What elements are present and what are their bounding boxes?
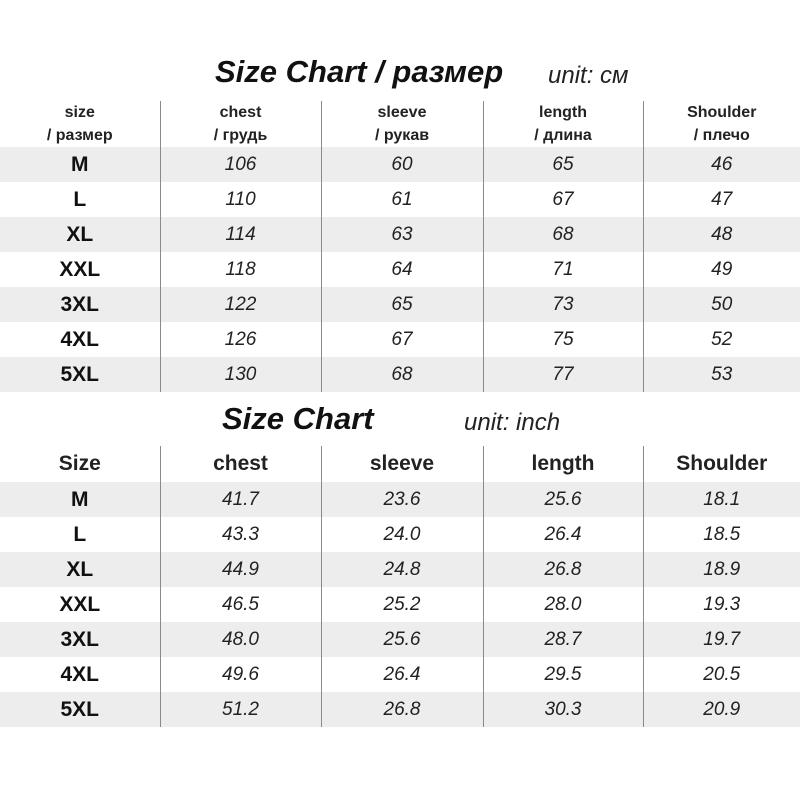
length-cell: 25.6 xyxy=(483,482,643,517)
shoulder-cell: 49 xyxy=(643,252,800,287)
chest-cell: 48.0 xyxy=(160,622,321,657)
table-row xyxy=(0,517,800,552)
length-cell: 68 xyxy=(483,217,643,252)
cm-unit-label: unit: см xyxy=(548,62,629,89)
shoulder-cell: 20.5 xyxy=(643,657,800,692)
shoulder-cell: 46 xyxy=(643,147,800,182)
chest-cell: 44.9 xyxy=(160,552,321,587)
length-cell: 71 xyxy=(483,252,643,287)
sleeve-cell: 67 xyxy=(321,322,483,357)
length-cell: 30.3 xyxy=(483,692,643,727)
cm-header-sleeve: sleeve / рукав xyxy=(321,101,483,147)
inch-header-shoulder: Shoulder xyxy=(643,446,800,482)
chest-cell: 122 xyxy=(160,287,321,322)
cm-header-shoulder: Shoulder / плечо xyxy=(643,101,800,147)
sleeve-cell: 63 xyxy=(321,217,483,252)
table-row xyxy=(0,287,800,322)
sleeve-cell: 68 xyxy=(321,357,483,392)
size-cell: 4XL xyxy=(60,327,99,351)
size-cell: XXL xyxy=(59,257,101,281)
length-cell: 67 xyxy=(483,182,643,217)
sleeve-cell: 64 xyxy=(321,252,483,287)
inch-header-length: length xyxy=(483,446,643,482)
length-cell: 29.5 xyxy=(483,657,643,692)
size-cell: XL xyxy=(0,217,160,252)
inch-header-size: Size xyxy=(58,452,101,475)
length-cell: 77 xyxy=(483,357,643,392)
inch-table-header xyxy=(0,446,800,482)
shoulder-cell: 19.3 xyxy=(643,587,800,622)
size-cell: 3XL xyxy=(0,622,160,657)
sleeve-cell: 26.8 xyxy=(321,692,483,727)
table-row xyxy=(0,587,800,622)
table-row xyxy=(0,217,800,252)
table-row xyxy=(0,357,800,392)
table-row xyxy=(0,182,800,217)
sleeve-cell: 25.2 xyxy=(321,587,483,622)
length-cell: 65 xyxy=(483,147,643,182)
chest-cell: 114 xyxy=(160,217,321,252)
size-cell: XL xyxy=(0,552,160,587)
shoulder-cell: 53 xyxy=(643,357,800,392)
size-cell: M xyxy=(0,482,160,517)
length-cell: 28.0 xyxy=(483,587,643,622)
shoulder-cell: 52 xyxy=(643,322,800,357)
size-cell: 5XL xyxy=(0,692,160,727)
inch-size-table xyxy=(0,446,800,727)
table-row xyxy=(0,622,800,657)
cm-header-size: size / размер xyxy=(46,104,113,144)
size-cell: 3XL xyxy=(0,287,160,322)
shoulder-cell: 47 xyxy=(643,182,800,217)
cm-title-row xyxy=(0,54,800,98)
size-cell: XXL xyxy=(59,592,101,616)
table-row xyxy=(0,322,800,357)
chest-cell: 130 xyxy=(160,357,321,392)
size-cell: L xyxy=(73,522,87,546)
cm-header-length: length / длина xyxy=(483,101,643,147)
cm-chart-title: Size Chart / размер xyxy=(215,54,504,89)
size-cell: 5XL xyxy=(0,357,160,392)
sleeve-cell: 26.4 xyxy=(321,657,483,692)
length-cell: 26.8 xyxy=(483,552,643,587)
table-row xyxy=(0,252,800,287)
sleeve-cell: 65 xyxy=(321,287,483,322)
size-cell: M xyxy=(0,147,160,182)
inch-header-chest: chest xyxy=(160,446,321,482)
cm-table-header xyxy=(0,101,800,147)
sleeve-cell: 23.6 xyxy=(321,482,483,517)
shoulder-cell: 19.7 xyxy=(643,622,800,657)
size-cell: 4XL xyxy=(60,662,99,686)
inch-chart-title: Size Chart xyxy=(222,401,374,436)
table-row xyxy=(0,552,800,587)
shoulder-cell: 18.5 xyxy=(643,517,800,552)
sleeve-cell: 25.6 xyxy=(321,622,483,657)
inch-unit-label: unit: inch xyxy=(464,409,561,436)
chest-cell: 126 xyxy=(160,322,321,357)
inch-title-row xyxy=(0,401,800,445)
chest-cell: 41.7 xyxy=(160,482,321,517)
cm-header-chest: chest / грудь xyxy=(160,101,321,147)
sleeve-cell: 24.8 xyxy=(321,552,483,587)
sleeve-cell: 60 xyxy=(321,147,483,182)
length-cell: 75 xyxy=(483,322,643,357)
table-row xyxy=(0,692,800,727)
cm-size-table xyxy=(0,101,800,392)
inch-header-sleeve: sleeve xyxy=(321,446,483,482)
shoulder-cell: 20.9 xyxy=(643,692,800,727)
length-cell: 73 xyxy=(483,287,643,322)
shoulder-cell: 50 xyxy=(643,287,800,322)
sleeve-cell: 24.0 xyxy=(321,517,483,552)
chest-cell: 49.6 xyxy=(160,657,321,692)
chest-cell: 51.2 xyxy=(160,692,321,727)
size-cell: L xyxy=(73,187,87,211)
chest-cell: 118 xyxy=(160,252,321,287)
table-row xyxy=(0,147,800,182)
chest-cell: 106 xyxy=(160,147,321,182)
shoulder-cell: 48 xyxy=(643,217,800,252)
length-cell: 26.4 xyxy=(483,517,643,552)
table-row xyxy=(0,482,800,517)
chest-cell: 110 xyxy=(160,182,321,217)
chest-cell: 46.5 xyxy=(160,587,321,622)
chest-cell: 43.3 xyxy=(160,517,321,552)
length-cell: 28.7 xyxy=(483,622,643,657)
shoulder-cell: 18.9 xyxy=(643,552,800,587)
sleeve-cell: 61 xyxy=(321,182,483,217)
shoulder-cell: 18.1 xyxy=(643,482,800,517)
table-row xyxy=(0,657,800,692)
